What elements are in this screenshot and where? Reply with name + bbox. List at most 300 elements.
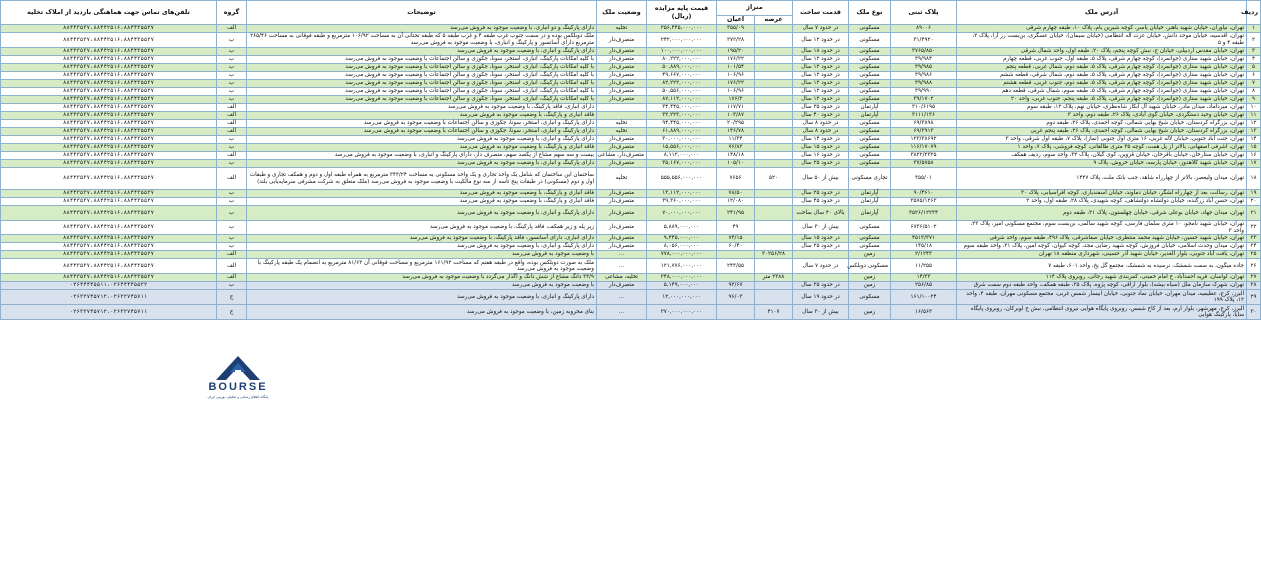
cell-plaque: ۳۹/۹۸۴ bbox=[891, 56, 957, 64]
cell-plaque: ۱۲۳/۳۸۶۹۲ bbox=[891, 136, 957, 144]
cell-price: ۵۰,۸۸۹,۰۰۰,۰۰۰ bbox=[647, 64, 717, 72]
cell-type: زمین bbox=[849, 274, 891, 282]
cell-arena bbox=[755, 56, 793, 64]
cell-price: ۳۰,۰۰۰,۰۰۰,۰۰۰ bbox=[647, 136, 717, 144]
table-header bbox=[1, 1, 1261, 16]
cell-arena bbox=[755, 190, 793, 198]
cell-type: مسکونی bbox=[849, 160, 891, 168]
cell-price: ۹,۴۴۵,۰۰۰,۰۰۰ bbox=[647, 235, 717, 243]
cell-phones: ۸۸۴۴۳۵۳۷،۸۸۴۴۲۵۱۶،۸۸۴۴۳۵۵۲۷ bbox=[1, 144, 217, 152]
cell-group: ب bbox=[217, 80, 247, 88]
cell-status: متصرف‌دار bbox=[597, 33, 647, 48]
cell-address: جاده میگون، به سمت شمشک، نرسیده به شمشک، مجتمع گل یخ، واحد ۶۰۱، طبقه ۷ bbox=[957, 259, 1247, 274]
header-plaque: پلاک ثبتی bbox=[891, 1, 957, 25]
cell-ayan: ۷۸/۵۰ bbox=[717, 190, 755, 198]
cell-arena bbox=[755, 128, 793, 136]
cell-row-number: ۳۰ bbox=[1247, 305, 1261, 320]
cell-address: تهران، خیابان شهید حسین، خیابان شهید محمد منتظری، خیابان صفاشرقی، پلاک ۴۹۶، طبقه سوم، واحد شرقی bbox=[957, 235, 1247, 243]
cell-ayan: ۹۲/۶۷ bbox=[717, 282, 755, 290]
table-row bbox=[1, 243, 1261, 251]
table-row bbox=[1, 96, 1261, 104]
cell-group: ب bbox=[217, 243, 247, 251]
cell-row-number: ۱۴ bbox=[1247, 136, 1261, 144]
cell-address: تهران، لواسان، قریه احمدآباد، خ امام خمینی، کمربندی شهید رجائی، روبروی پلاک ۱۱۴ bbox=[957, 274, 1247, 282]
cell-group: الف bbox=[217, 104, 247, 112]
cell-age: در حدود ۱۹ سال bbox=[793, 290, 849, 305]
cell-phones: ۸۸۴۴۳۵۳۷،۸۸۴۴۲۵۱۶،۸۸۴۴۳۵۵۲۷ bbox=[1, 25, 217, 33]
cell-phones: ۸۸۴۴۳۵۳۷،۸۸۴۴۲۵۱۶،۸۸۴۴۳۵۵۲۷ bbox=[1, 274, 217, 282]
cell-age: در حدود ۸ سال bbox=[793, 128, 849, 136]
cell-type: مسکونی bbox=[849, 120, 891, 128]
cell-plaque: ۲۵۶/۸۵ bbox=[891, 282, 957, 290]
cell-plaque: ۱۱/۲۵۵ bbox=[891, 259, 957, 274]
table-row bbox=[1, 251, 1261, 259]
cell-age: در حدود ۱۲ سال bbox=[793, 56, 849, 64]
cell-phones: ۸۸۴۴۳۵۳۷،۸۸۴۴۲۵۱۶،۸۸۴۴۳۵۵۲۷ bbox=[1, 56, 217, 64]
cell-phones: ۸۸۴۴۳۵۳۷،۸۸۴۴۲۵۱۶،۸۸۴۴۳۵۵۲۷ bbox=[1, 190, 217, 198]
bourse-logo bbox=[186, 354, 290, 404]
cell-row-number: ۲۴ bbox=[1247, 243, 1261, 251]
cell-group: ب bbox=[217, 64, 247, 72]
cell-row-number: ۹ bbox=[1247, 96, 1261, 104]
cell-phones: ۸۸۴۴۳۵۳۷،۸۸۴۴۲۵۱۶،۸۸۴۴۳۵۵۲۷ bbox=[1, 221, 217, 235]
cell-arena bbox=[755, 160, 793, 168]
cell-ayan: ۱۴۸/۱۸ bbox=[717, 152, 755, 160]
cell-group: ب bbox=[217, 160, 247, 168]
table-row bbox=[1, 168, 1261, 190]
cell-ayan: ۲۴۳/۵۵ bbox=[717, 259, 755, 274]
logo-name: BOURSE bbox=[208, 381, 268, 393]
cell-price: ۲۵۶,۴۴۵,۰۰۰,۰۰۰ bbox=[647, 25, 717, 33]
cell-age: در حدود ۷ سال bbox=[793, 259, 849, 274]
cell-status: متصرف‌دار bbox=[597, 96, 647, 104]
header-phones: تلفن‌های تماس جهت هماهنگی بازدید از املاک تخلیه bbox=[1, 1, 217, 25]
cell-phones: ۰۲۶۳۲۷۴۵۷۱۲،۰۲۶۳۲۷۴۵۷۱۱ bbox=[1, 305, 217, 320]
cell-address: تهران، میدان وحدت اسلامی، خیابان فروزش، کوچه شهید رضایی مجد، کوچه کیوان، کوچه امین، پلاک ۲۱، واحد طبقه سوم bbox=[957, 243, 1247, 251]
cell-arena bbox=[755, 48, 793, 56]
cell-plaque: ۴۵۱۳/۳۷۱ bbox=[891, 235, 957, 243]
table-row bbox=[1, 80, 1261, 88]
cell-group: ب bbox=[217, 221, 247, 235]
cell-address: تهران، اشرفی اصفهانی، بالاتر از پل همت، کوچه ۳۵ متری طالقانی، کوچه فروشی، پلاک ۷، واحد ۱ bbox=[957, 144, 1247, 152]
cell-status: تخلیه، مشاعی bbox=[597, 274, 647, 282]
table-row bbox=[1, 290, 1261, 305]
cell-group: ب bbox=[217, 282, 247, 290]
table-row bbox=[1, 72, 1261, 80]
cell-type: مسکونی دوبلکس bbox=[849, 259, 891, 274]
cell-address: البرز، کرج، عظیمیه، میدان مهران، خیابان نماد جنوبی، خیابان ابیسار شمس غربی، مجتمع مسکونی مهران، طبقه ۴، واحد ۱۲، پلاک ۱۹۹ bbox=[957, 290, 1247, 305]
cell-type: مسکونی bbox=[849, 144, 891, 152]
cell-ayan: ۲۴۱/۹۵ bbox=[717, 206, 755, 221]
cell-notes: دارای پارکینگ و انباری، با وضعیت موجود به فروش می‌رسد bbox=[247, 206, 597, 221]
cell-price: ۷۰,۰۰۰,۰۰۰,۰۰۰ bbox=[647, 206, 717, 221]
cell-price: ۱۲۱,۷۷۶,۰۰۰,۰۰۰ bbox=[647, 259, 717, 274]
cell-ayan: ۱۷۶/۲ bbox=[717, 96, 755, 104]
cell-arena bbox=[755, 136, 793, 144]
cell-notes: دارای پارکینگ و انباری، استخر، سونا، جکوزی و سالن اجتماعات با وضعیت موجود به فروش می‌رسد bbox=[247, 128, 597, 136]
header-ayan: اعیان bbox=[717, 16, 755, 25]
table-row bbox=[1, 64, 1261, 72]
cell-ayan: ۱۹۵/۲۰ bbox=[717, 48, 755, 56]
cell-status: متصرف‌دار bbox=[597, 56, 647, 64]
cell-age: در حدود ۲۵ سال bbox=[793, 243, 849, 251]
cell-arena bbox=[755, 152, 793, 160]
cell-type: زمین bbox=[849, 305, 891, 320]
cell-address: تهران، خیابان وحید دستگردی، خیابان گوی آبادی، پلاک ۲۶، طبقه دوم، واحد ۳ bbox=[957, 112, 1247, 120]
cell-address: تهران، میدان جهاد، خیابان بوعلی شرقی، خیابان چهلستون، پلاک ۳۱، طبقه دوم bbox=[957, 206, 1247, 221]
cell-notes: فاقد انباری و پارکینگ، با وضعیت موجود به فروش می‌رسد bbox=[247, 198, 597, 206]
cell-age: در حدود ۲۵ سال bbox=[793, 282, 849, 290]
cell-group: الف bbox=[217, 152, 247, 160]
cell-group: الف bbox=[217, 274, 247, 282]
cell-price: ۵,۸۸۹,۰۰۰,۰۰۰ bbox=[647, 221, 717, 235]
cell-price: ۵۵۵,۵۵۶,۰۰۰,۰۰۰ bbox=[647, 168, 717, 190]
cell-notes: دارای پارکینگ و دو انباری، با وضعیت موجود به فروش می‌رسد bbox=[247, 25, 597, 33]
cell-type: مسکونی bbox=[849, 136, 891, 144]
cell-ayan bbox=[717, 305, 755, 320]
cell-notes: با کلیه امکانات پارکینگ، انباری، استخر، سونا، جکوزی و سالن اجتماعات با وضعیت موجود به فروش می‌رسد bbox=[247, 56, 597, 64]
cell-notes: با کلیه امکانات پارکینگ، انباری، استخر، سونا، جکوزی و سالن اجتماعات با وضعیت موجود به فروش می‌رسد bbox=[247, 96, 597, 104]
cell-row-number: ۲۷ bbox=[1247, 274, 1261, 282]
cell-price: ۴۹,۶۶۷,۰۰۰,۰۰۰ bbox=[647, 72, 717, 80]
cell-plaque: ۱۱۶/۱۷۰۷۹ bbox=[891, 144, 957, 152]
cell-row-number: ۲ bbox=[1247, 33, 1261, 48]
cell-row-number: ۳ bbox=[1247, 48, 1261, 56]
table-row bbox=[1, 282, 1261, 290]
cell-row-number: ۱۱ bbox=[1247, 112, 1261, 120]
cell-arena bbox=[755, 88, 793, 96]
cell-ayan: ۱۰۵/۱۰ bbox=[717, 160, 755, 168]
header-type: نوع ملک bbox=[849, 1, 891, 25]
cell-ayan: ۴۹ bbox=[717, 221, 755, 235]
cell-address: تهران، خیابان ستارخان، خیابان باقرخان، خیابان قزوین، کوی گیلان، پلاک ۳۲، واحد سوم، ردیف همکف bbox=[957, 152, 1247, 160]
cell-age: بیش از ۳۰ سال bbox=[793, 221, 849, 235]
cell-notes: با وضعیت موجود به فروش می‌رسد bbox=[247, 251, 597, 259]
cell-ayan: ۶۰/۴۰ bbox=[717, 243, 755, 251]
cell-status: متصرف‌دار، مشاعی bbox=[597, 152, 647, 160]
table-row bbox=[1, 259, 1261, 274]
table-row bbox=[1, 160, 1261, 168]
cell-plaque: ۲/۱۲۴۳ bbox=[891, 251, 957, 259]
cell-address: تهران، خیابان شهید ستاری (جوانمرد)، کوچه چهارم شرقی، پلاک ۵، طبقه دوم، شمال غربی، قطعه پنجم bbox=[957, 64, 1247, 72]
cell-price: ۹۴,۴۴۵,۰۰۰,۰۰۰ bbox=[647, 120, 717, 128]
table-row bbox=[1, 305, 1261, 320]
cell-plaque: ۳۸۲۲/۲۳۲۵ bbox=[891, 152, 957, 160]
cell-group: الف bbox=[217, 168, 247, 190]
cell-notes: ملک دوبلکس بوده و در سمت جنوب غرب طبقه ۴ و غرب طبقه ۵ که طبقه تحتانی آن به مساحت ۱۰۶/۹۲ مترمربع و طبقه فوقانی به مساحت ۲۶۵/۴۶ مترمربع دارای آسانسور و پارکینگ و انباری، با وضعیت موجود به فروش می‌رسد bbox=[247, 33, 597, 48]
cell-price: ۸۲,۲۲۲,۰۰۰,۰۰۰ bbox=[647, 80, 717, 88]
cell-ayan: ۱۱۷/۷۱ bbox=[717, 104, 755, 112]
cell-group: ب bbox=[217, 206, 247, 221]
cell-type: مسکونی bbox=[849, 64, 891, 72]
cell-type: مسکونی bbox=[849, 243, 891, 251]
cell-group: ب bbox=[217, 198, 247, 206]
cell-type: مسکونی bbox=[849, 128, 891, 136]
cell-type: مسکونی bbox=[849, 80, 891, 88]
cell-group: ب bbox=[217, 144, 247, 152]
cell-row-number: ۲۱ bbox=[1247, 206, 1261, 221]
cell-price: ۶۱,۸۸۹,۰۰۰,۰۰۰ bbox=[647, 128, 717, 136]
cell-age bbox=[793, 274, 849, 282]
table-row bbox=[1, 112, 1261, 120]
cell-notes: دارای پارکینگ و انباری، با وضعیت موجود به فروش می‌رسد bbox=[247, 48, 597, 56]
cell-phones: ۸۸۴۴۳۵۳۷،۸۸۴۴۲۵۱۶،۸۸۴۴۳۵۵۲۷ bbox=[1, 64, 217, 72]
cell-address: تهران، میرداماد، میدان مادر، خیابان شهید آل آبکار شاه‌نظری، خیابان نهم، پلاک ۱۲، طبقه سوم bbox=[957, 104, 1247, 112]
cell-age: بیش از ۵۰ سال bbox=[793, 168, 849, 190]
cell-ayan: ۲۰/۲۹۵ bbox=[717, 120, 755, 128]
cell-group: ج bbox=[217, 305, 247, 320]
cell-arena bbox=[755, 198, 793, 206]
cell-plaque: ۶۷۳۶/۵۱۰۲ bbox=[891, 221, 957, 235]
cell-notes: دارای پارکینگ و انباری، با وضعیت موجود به فروش می‌رسد bbox=[247, 290, 597, 305]
cell-notes: دارای پارکینگ و انباری، با وضعیت موجود به فروش می‌رسد bbox=[247, 136, 597, 144]
cell-type: آپارتمان bbox=[849, 112, 891, 120]
cell-group: الف bbox=[217, 251, 247, 259]
cell-phones: ۸۸۴۴۳۵۳۷،۸۸۴۴۲۵۱۶،۸۸۴۴۳۵۵۲۷ bbox=[1, 168, 217, 190]
cell-arena bbox=[755, 33, 793, 48]
cell-group: الف bbox=[217, 128, 247, 136]
cell-price: ۳۹,۳۶۰,۰۰۰,۰۰۰ bbox=[647, 198, 717, 206]
cell-ayan: ۹۶/۰۳ bbox=[717, 290, 755, 305]
cell-address: تهران، میدان ولیعصر، بالاتر از چهارراه شاهد، جنب بانک ملت، پلاک ۱۴۴۷ bbox=[957, 168, 1247, 190]
cell-arena bbox=[755, 72, 793, 80]
cell-arena: ۴۱۰۷ bbox=[755, 305, 793, 320]
cell-status: متصرف‌دار bbox=[597, 243, 647, 251]
cell-notes: ساختمان این ساختمان که شامل یک واحد تجاری و یک واحد مسکونی به مساحت ۳۴۳/۲۴ مترمربع به همراه طبقه اول و دوم و همکف تجاری و طبقات اول و دوم (مسکونی) در طبقات پنج تاسه از سه نوع مالکیت با وضعیت موجود به فروش می‌رسد (ملک متعلق به شرکت مشرفی سرمایه‌یابی بلند) bbox=[247, 168, 597, 190]
cell-phones: ۸۸۴۴۳۵۳۷،۸۸۴۴۲۵۱۶،۸۸۴۴۳۵۵۲۷ bbox=[1, 104, 217, 112]
cell-status bbox=[597, 112, 647, 120]
cell-price: ۸۷,۱۱۲,۰۰۰,۰۰۰ bbox=[647, 96, 717, 104]
cell-notes: فاقد انباری و پارکینگ، با وضعیت موجود به فروش می‌رسد bbox=[247, 112, 597, 120]
cell-ayan: ۱۲/۰۸۰ bbox=[717, 198, 755, 206]
header-age: قدمت ساخت bbox=[793, 1, 849, 25]
table-body bbox=[1, 25, 1261, 320]
cell-notes: فاقد انباری و پارکینگ، با وضعیت موجود به فروش می‌رسد bbox=[247, 190, 597, 198]
cell-ayan: ۱۰۶/۹۶ bbox=[717, 72, 755, 80]
cell-notes: ۳۳/۹ دانگ مشاع از شش دانگ و اگذار می‌گردد با وضعیت موجود به فروش می‌رسد bbox=[247, 274, 597, 282]
cell-arena bbox=[755, 206, 793, 221]
cell-ayan: ۳۵۵/۰۹ bbox=[717, 25, 755, 33]
cell-row-number: ۱۵ bbox=[1247, 144, 1261, 152]
cell-status: تخلیه bbox=[597, 25, 647, 33]
cell-arena bbox=[755, 64, 793, 72]
cell-notes: ملک به صورت دوبلکس بوده، واقع در طبقه هفتم که مساحت ۱۶۱/۹۲ مترمربع و مساحت فوقانی آن ۸۱/۶۳ مترمربع به انضمام یک طبقه پارکینگ با وضعیت موجود به فروش می‌رسد bbox=[247, 259, 597, 274]
cell-ayan: ۱۴۶/۷۸ bbox=[717, 128, 755, 136]
cell-group: الف bbox=[217, 120, 247, 128]
cell-phones: ۸۸۴۴۳۵۳۷،۸۸۴۴۲۵۱۶،۸۸۴۴۳۵۵۲۷ bbox=[1, 80, 217, 88]
cell-type: مسکونی bbox=[849, 290, 891, 305]
cell-type: مسکونی bbox=[849, 221, 891, 235]
cell-plaque: ۳۵۷۵/۱۲۶۳ bbox=[891, 198, 957, 206]
cell-ayan: ۳۷۲/۲۸ bbox=[717, 33, 755, 48]
cell-status: متصرف‌دار bbox=[597, 282, 647, 290]
cell-row-number: ۱۳ bbox=[1247, 128, 1261, 136]
table-row bbox=[1, 88, 1261, 96]
cell-plaque: ۳۹/۹۸۶ bbox=[891, 72, 957, 80]
logo-subtitle: پایگاه اطلاع رسانی و تحلیلی بورس ایران bbox=[207, 395, 269, 399]
header-area: متراژ bbox=[717, 1, 793, 16]
cell-group: ب bbox=[217, 96, 247, 104]
cell-price: ۱۳,۱۱۲,۰۰۰,۰۰۰ bbox=[647, 190, 717, 198]
cell-address: تهران، بزرگراه کردستان، خیابان شیخ بهایی شمالی، کوچه احمدی، پلاک ۲۶، طبقه پنجم غربی bbox=[957, 128, 1247, 136]
table-row bbox=[1, 274, 1261, 282]
cell-status: متصرف‌دار bbox=[597, 206, 647, 221]
cell-address: تهران، خیابان شهید ستاری (جوانمرد)، کوچه چهارم شرقی، پلاک ۵، طبقه دوم، شمال شرقی، قطعه ششم bbox=[957, 72, 1247, 80]
cell-notes: فاقد انباری و پارکینگ، با وضعیت موجود به فروش می‌رسد bbox=[247, 144, 597, 152]
cell-notes: با کلیه امکانات پارکینگ، انباری، استخر، سونا، جکوزی و سالن اجتماعات با وضعیت موجود به فروش می‌رسد bbox=[247, 80, 597, 88]
cell-type: مسکونی bbox=[849, 88, 891, 96]
cell-notes: با کلیه امکانات پارکینگ، انباری، استخر، سونا، جکوزی و سالن اجتماعات با وضعیت موجود به فروش می‌رسد bbox=[247, 88, 597, 96]
cell-notes: بنای مخروبه زمین، با وضعیت موجود به فروش می‌رسد bbox=[247, 305, 597, 320]
cell-address: تهران، جنت آباد جنوبی، خیابان لاله غربی، ۱۶ متری اول جنوبی (نماز)، پلاک ۷، طبقه اول شرقی، واحد ۳ bbox=[957, 136, 1247, 144]
header-arena: عرصه bbox=[755, 16, 793, 25]
cell-plaque: ۳۹/۹۸۸ bbox=[891, 80, 957, 88]
cell-address: تهران، خیابان شهید نامجو، ۱۰ متری سلمان فارسی، کوچه شهید سالمی، بن‌بست سوم، مجتمع مسکونی امیر، پلاک ۲۳، واحد ۳ bbox=[957, 221, 1247, 235]
cell-phones: ۸۸۴۴۳۵۳۷،۸۸۴۴۲۵۱۶،۸۸۴۴۳۵۵۲۷ bbox=[1, 88, 217, 96]
cell-age: در حدود ۴۵ سال bbox=[793, 198, 849, 206]
cell-plaque: ۳۷۶۵/۸۵۰ bbox=[891, 48, 957, 56]
cell-phones: ۰۲۶۴۴۴۴۵۵۱۱،۰۲۶۴۴۴۴۵۵۲۲ bbox=[1, 282, 217, 290]
cell-type: آپارتمان bbox=[849, 206, 891, 221]
cell-plaque: ۳۵۵/۰۱ bbox=[891, 168, 957, 190]
cell-group: الف bbox=[217, 259, 247, 274]
cell-address: تهران، خیابان شهید ستاری (جوانمرد)، کوچه چهارم شرقی، پلاک ۵، طبقه اول، جنوب غربی، قطعه چهارم bbox=[957, 56, 1247, 64]
cell-ayan bbox=[717, 274, 755, 282]
table-row bbox=[1, 190, 1261, 198]
table-row bbox=[1, 56, 1261, 64]
cell-type: زمین bbox=[849, 251, 891, 259]
cell-status: متصرف‌دار bbox=[597, 190, 647, 198]
cell-phones: ۸۸۴۴۳۵۳۷،۸۸۴۴۲۵۱۶،۸۸۴۴۳۵۵۲۷ bbox=[1, 33, 217, 48]
cell-group: ب bbox=[217, 88, 247, 96]
cell-type: مسکونی bbox=[849, 48, 891, 56]
cell-plaque: ۳۹/۹۸۵ bbox=[891, 64, 957, 72]
cell-price: ۳۴,۴۴۵,۰۰۰,۰۰۰ bbox=[647, 104, 717, 112]
cell-address: البرز، کرج، مهرشهر، بلوار ارم، بعد از کاخ شمس، روبروی پایگاه هوایی نیروی انتظامی، نبش خ لوبرکان، روبروی پایگاه سایا، پارکینگ هوایی bbox=[957, 305, 1247, 320]
cell-group: ب bbox=[217, 48, 247, 56]
cell-phones: ۰۲۶۳۲۷۴۵۷۱۲،۰۲۶۳۲۷۴۵۷۱۱ bbox=[1, 290, 217, 305]
cell-address: تهران، حسن آباد زرگنده، خیابان دولتشاه دولتشاهی، کوچه شهیدی، پلاک ۲۸، طبقه اول، واحد ۲ bbox=[957, 198, 1247, 206]
cell-age: در حدود ۱۲ سال bbox=[793, 64, 849, 72]
cell-age: در حدود ۱۸ سال bbox=[793, 48, 849, 56]
cell-age: در حدود ۱۲ سال bbox=[793, 80, 849, 88]
cell-group: ب bbox=[217, 33, 247, 48]
cell-type: مسکونی bbox=[849, 33, 891, 48]
cell-notes: دارای انباری، فاقد پارکینگ، با وضعیت موجود به فروش می‌رسد bbox=[247, 104, 597, 112]
cell-status: متصرف‌دار bbox=[597, 48, 647, 56]
cell-status: ... bbox=[597, 305, 647, 320]
cell-plaque: ۱۶/۵۶۳ bbox=[891, 305, 957, 320]
cell-status: متصرف‌دار bbox=[597, 198, 647, 206]
cell-ayan: ۱۷۶/۲۲ bbox=[717, 80, 755, 88]
cell-status: متصرف‌دار bbox=[597, 235, 647, 243]
cell-arena bbox=[755, 144, 793, 152]
cell-group: الف bbox=[217, 25, 247, 33]
cell-row-number: ۲۶ bbox=[1247, 259, 1261, 274]
cell-phones: ۸۸۴۴۳۵۳۷،۸۸۴۴۲۵۱۶،۸۸۴۴۳۵۵۲۷ bbox=[1, 136, 217, 144]
table-row bbox=[1, 48, 1261, 56]
cell-arena bbox=[755, 235, 793, 243]
cell-status: متصرف‌دار bbox=[597, 144, 647, 152]
header-group: گروه bbox=[217, 1, 247, 25]
cell-status: تخلیه bbox=[597, 120, 647, 128]
cell-status: ... bbox=[597, 290, 647, 305]
cell-address: تهران، خیابان شهید ستاری (جوانمرد)، کوچه چهارم شرقی، پلاک ۵، طبقه دوم، جنوب غربی، قطعه هشتم bbox=[957, 80, 1247, 88]
cell-row-number: ۸ bbox=[1247, 88, 1261, 96]
cell-plaque: ۱۴۵/۱۸ bbox=[891, 243, 957, 251]
cell-row-number: ۲۰ bbox=[1247, 198, 1261, 206]
cell-address: تهران، خیابان شهید ستاری (جوانمرد)، کوچه چهارم شرقی، پلاک ۵، طبقه پنجم، جنوب غربی، واحد ۲۰ bbox=[957, 96, 1247, 104]
table-row bbox=[1, 144, 1261, 152]
cell-age: در حدود ۱۲ سال bbox=[793, 88, 849, 96]
header-notes: توضیحات bbox=[247, 1, 597, 25]
cell-type: مسکونی bbox=[849, 96, 891, 104]
cell-age: در حدود ۱۵ سال bbox=[793, 144, 849, 152]
cell-plaque: ۸۹۰۰۶ bbox=[891, 25, 957, 33]
cell-arena bbox=[755, 243, 793, 251]
cell-age: در حدود ۱۲ سال bbox=[793, 72, 849, 80]
cell-type: آپارتمان bbox=[849, 190, 891, 198]
cell-group: الف bbox=[217, 112, 247, 120]
cell-arena bbox=[755, 282, 793, 290]
cell-address: تهران، بزرگراه کردستان، خیابان شیخ بهایی شمالی، کوچه احمدی، پلاک ۲۶، طبقه دوم bbox=[957, 120, 1247, 128]
cell-notes: دارای انباری، دارای آسانسور، فاقد پارکینگ، با وضعیت موجود به فروش می‌رسد bbox=[247, 235, 597, 243]
cell-plaque: ۳۹/۱۷۰۲ bbox=[891, 96, 957, 104]
cell-age: در حدود ۷ سال bbox=[793, 25, 849, 33]
cell-price: ۷۷۸,۰۰۰,۰۰۰,۰۰۰ bbox=[647, 251, 717, 259]
cell-type: مسکونی bbox=[849, 152, 891, 160]
cell-status: تخلیه bbox=[597, 168, 647, 190]
cell-age: در حدود ۱۴ سال bbox=[793, 136, 849, 144]
cell-arena bbox=[755, 80, 793, 88]
cell-phones: ۸۸۴۴۳۵۳۷،۸۸۴۴۲۵۱۶،۸۸۴۴۳۵۵۲۷ bbox=[1, 96, 217, 104]
cell-phones: ۸۸۴۴۳۵۳۷،۸۸۴۴۲۵۱۶،۸۸۴۴۳۵۵۲۷ bbox=[1, 128, 217, 136]
cell-arena: ۲۳۸۸ متر bbox=[755, 274, 793, 282]
cell-price: ۳۷۰,۰۰۰,۰۰۰,۰۰۰ bbox=[647, 305, 717, 320]
cell-age: در حدود ۸ سال bbox=[793, 120, 849, 128]
cell-group: ب bbox=[217, 72, 247, 80]
cell-status: ... bbox=[597, 251, 647, 259]
table-row bbox=[1, 128, 1261, 136]
cell-phones: ۸۸۴۴۳۵۳۷،۸۸۴۴۲۵۱۶،۸۸۴۴۳۵۵۲۷ bbox=[1, 72, 217, 80]
cell-row-number: ۱۸ bbox=[1247, 168, 1261, 190]
table-row bbox=[1, 104, 1261, 112]
cell-status: متصرف‌دار bbox=[597, 88, 647, 96]
cell-row-number: ۱۷ bbox=[1247, 160, 1261, 168]
cell-ayan bbox=[717, 251, 755, 259]
cell-address: تهران، رسالت، بعد از چهارراه لشگر، خیابان دماوند، خیابان اسفندیاری، کوچه افراسیابی، پلاک ۳۰ bbox=[957, 190, 1247, 198]
cell-row-number: ۶ bbox=[1247, 72, 1261, 80]
cell-type: آپارتمان bbox=[849, 198, 891, 206]
cell-status bbox=[597, 104, 647, 112]
cell-age: در حدود ۱۲ سال bbox=[793, 96, 849, 104]
cell-arena bbox=[755, 120, 793, 128]
cell-plaque: ۱۴/۳۳ bbox=[891, 274, 957, 282]
cell-row-number: ۲۸ bbox=[1247, 282, 1261, 290]
cell-row-number: ۵ bbox=[1247, 64, 1261, 72]
header-status: وضعیت ملک bbox=[597, 1, 647, 25]
cell-address: تهران، اقدسیه، خیابان موحد دانش، خیابان عزت اله انتظامی (خیابان سیمان)، خیابان عسگری، بن‌بست رز آرا، پلاک ۲، طبقه ۴ و ۵ bbox=[957, 33, 1247, 48]
cell-address: تهران، خیابان شهید ستاری (جوانمرد)، کوچه چهارم شرقی، پلاک ۵، طبقه سوم، شمال شرقی، قطعه دهم bbox=[957, 88, 1247, 96]
cell-notes: دارای پارکینگ و انباری، با وضعیت موجود به فروش می‌رسد bbox=[247, 160, 597, 168]
cell-arena bbox=[755, 290, 793, 305]
cell-row-number: ۴ bbox=[1247, 56, 1261, 64]
cell-address: تهران، نیاوران، خیابان شهید باهنر، خیابان یاسر، کوچه شیرین بام، پلاک ۱۰، طبقه چهارم شرقی bbox=[957, 25, 1247, 33]
cell-price: ۲۴۸,۰۰۰,۰۰۰,۰۰۰ bbox=[647, 274, 717, 282]
cell-address: تهران، یافت آباد جنوبی، بلوار الغدیر، خیابان شهید آذر حسینی، شهرداری منطقه ۱۸ تهران bbox=[957, 251, 1247, 259]
cell-row-number: ۱۰ bbox=[1247, 104, 1261, 112]
cell-ayan: ۱۰۶/۹۶ bbox=[717, 88, 755, 96]
